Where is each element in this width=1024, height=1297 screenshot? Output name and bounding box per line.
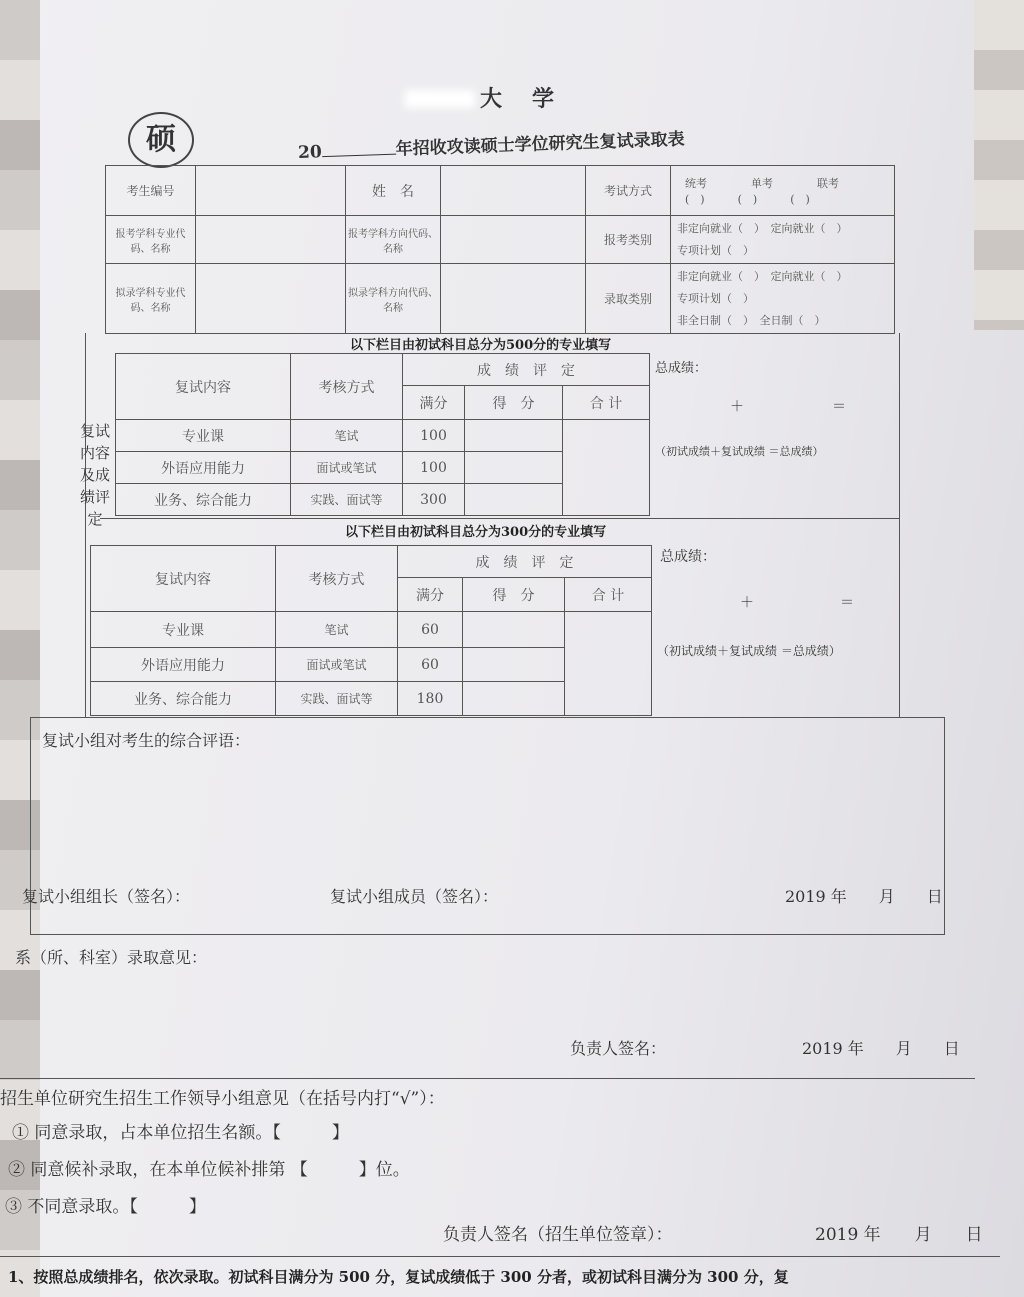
score-field[interactable]: [463, 682, 565, 716]
plus-sign: ＋: [740, 595, 754, 611]
title-year: 20: [297, 142, 323, 163]
option-admit[interactable]: ① 同意录取，占本单位招生名额。【 】: [12, 1123, 349, 1143]
section-300-heading: 以下栏目由初试科目总分为300分的专业填写: [345, 525, 607, 540]
blurred-edge: [974, 0, 1024, 330]
option-reject[interactable]: ③ 不同意录取。【 】: [5, 1197, 206, 1217]
label-exam-mode: 考试方式: [586, 166, 671, 216]
university-name: 大学: [480, 86, 585, 112]
section-500-heading: 以下栏目由初试科目总分为500分的专业填写: [350, 338, 612, 353]
row-full: 60: [398, 648, 463, 682]
label-admit-type: 录取类别: [586, 264, 671, 334]
name-field[interactable]: [441, 166, 586, 216]
total-label: 总成绩：: [660, 549, 716, 565]
header-total: 合 计: [563, 386, 650, 420]
row-item: 专业课: [116, 420, 291, 452]
total-field[interactable]: [565, 612, 652, 716]
label-name: 姓 名: [346, 166, 441, 216]
score-field[interactable]: [465, 484, 563, 516]
dept-signature-label[interactable]: 负责人签名：: [570, 1039, 667, 1058]
total-label: 总成绩：: [655, 361, 708, 376]
header-full: 满分: [403, 386, 465, 420]
comment-label: 复试小组对考生的综合评语：: [42, 731, 251, 750]
dept-date: 2019 年 月 日: [802, 1039, 960, 1058]
row-full: 300: [403, 484, 465, 516]
row-full: 100: [403, 420, 465, 452]
dept-opinion-label: 系（所、科室）录取意见：: [15, 948, 208, 967]
row-method: 实践、面试等: [291, 484, 403, 516]
leader-signature-label[interactable]: 复试小组组长（签名）：: [22, 887, 191, 906]
header-method: 考核方式: [291, 354, 403, 420]
row-method: 面试或笔试: [291, 452, 403, 484]
row-full: 60: [398, 612, 463, 648]
header-total: 合 计: [565, 578, 652, 612]
unit-opinion-label: 招生单位研究生招生工作领导小组意见（在括号内打“√”）：: [0, 1089, 445, 1109]
row-method: 笔试: [276, 612, 398, 648]
label-exam-id: 考生编号: [106, 166, 196, 216]
header-eval: 成 绩 评 定: [398, 546, 652, 578]
row-method: 面试或笔试: [276, 648, 398, 682]
row-method: 实践、面试等: [276, 682, 398, 716]
formula-note: （初试成绩＋复试成绩 ＝总成绩）: [657, 644, 841, 658]
equals-sign: ＝: [840, 595, 854, 611]
label-admit-major: 拟录学科专业代码、名称: [106, 264, 196, 334]
score-table-300: [90, 545, 652, 716]
label-apply-type: 报考类别: [586, 216, 671, 264]
row-item: 业务、综合能力: [91, 682, 276, 716]
label-admit-direction: 拟录学科方向代码、名称: [346, 264, 441, 334]
row-item: 外语应用能力: [91, 648, 276, 682]
comment-date: 2019 年 月 日: [785, 887, 943, 906]
form-title: 年招收攻读硕士学位研究生复试录取表: [395, 129, 685, 160]
apply-type-options[interactable]: 非定向就业（ ） 定向就业（ ） 专项计划（ ）: [671, 216, 895, 264]
row-method: 笔试: [291, 420, 403, 452]
option-waitlist[interactable]: ② 同意候补录取，在本单位候补排第 【 】位。: [8, 1160, 410, 1180]
row-full: 180: [398, 682, 463, 716]
exam-mode-options[interactable]: 统考 单考 联考 ( ) ( ) ( ): [671, 166, 895, 216]
redacted-name: [405, 90, 475, 108]
admit-major-field[interactable]: [196, 264, 346, 334]
side-label: 复试内容及成绩评定: [80, 422, 111, 528]
applicant-info-table: [105, 165, 895, 334]
header-score: 得 分: [465, 386, 563, 420]
score-field[interactable]: [463, 648, 565, 682]
header-content: 复试内容: [91, 546, 276, 612]
total-field[interactable]: [563, 420, 650, 516]
masters-badge: 硕: [128, 112, 194, 168]
header-method: 考核方式: [276, 546, 398, 612]
row-full: 100: [403, 452, 465, 484]
members-signature-label[interactable]: 复试小组成员（签名）：: [330, 887, 499, 906]
admit-direction-field[interactable]: [441, 264, 586, 334]
score-table-500: [115, 353, 650, 516]
exam-id-field[interactable]: [196, 166, 346, 216]
header-score: 得 分: [463, 578, 565, 612]
apply-major-field[interactable]: [196, 216, 346, 264]
row-item: 专业课: [91, 612, 276, 648]
score-field[interactable]: [465, 452, 563, 484]
plus-sign: ＋: [730, 399, 744, 415]
unit-date: 2019 年 月 日: [815, 1225, 983, 1245]
score-field[interactable]: [463, 612, 565, 648]
header-content: 复试内容: [116, 354, 291, 420]
label-apply-direction: 报考学科方向代码、名称: [346, 216, 441, 264]
header-eval: 成 绩 评 定: [403, 354, 650, 386]
admit-type-options[interactable]: 非定向就业（ ） 定向就业（ ） 专项计划（ ） 非全日制（ ） 全日制（ ）: [671, 264, 895, 334]
score-field[interactable]: [465, 420, 563, 452]
row-item: 外语应用能力: [116, 452, 291, 484]
row-item: 业务、综合能力: [116, 484, 291, 516]
header-full: 满分: [398, 578, 463, 612]
footnote: 1、按照总成绩排名，依次录取。初试科目满分为 500 分，复试成绩低于 300 分者，或初试科目满分为 300 分，复: [8, 1268, 789, 1286]
formula-note: （初试成绩＋复试成绩 ＝总成绩）: [655, 445, 824, 458]
equals-sign: ＝: [832, 399, 846, 415]
unit-signature-label[interactable]: 负责人签名（招生单位签章）：: [443, 1225, 673, 1245]
apply-direction-field[interactable]: [441, 216, 586, 264]
label-apply-major: 报考学科专业代码、名称: [106, 216, 196, 264]
